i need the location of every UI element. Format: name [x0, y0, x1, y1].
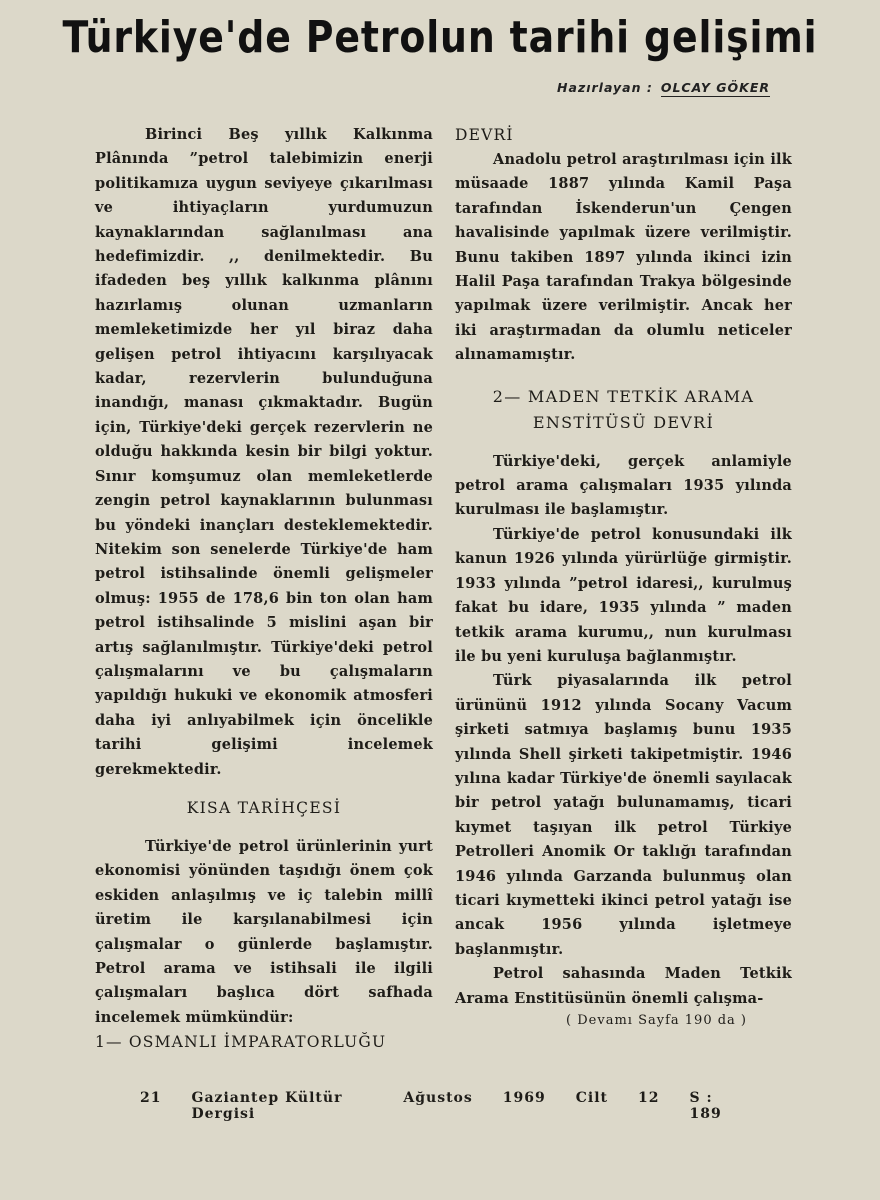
byline	[557, 80, 770, 95]
ottoman-paragraph: Anadolu petrol araştırılması için ilk müsaade 1887 yılında Kamil Paşa tarafından İskenderun'un Çengen havalisinde yapılmak üzere verilmiştir. Bunu takiben 1897 yılında ikinci izin Halil Paşa tarafından Trakya bölgesinde yapılmak üzere verilmiştir. Ancak her iki araştırmadan da olumlu neticeler alınamamıştır.	[455, 151, 792, 364]
mta-paragraph-4: Petrol sahasında Maden Tetkik Arama Enstitüsünün önemli çalışma-	[455, 965, 792, 1007]
volume-number: 12	[638, 1090, 660, 1106]
mta-paragraph-2: Türkiye'de petrol konusundaki ilk kanun 1926 yılında yürürlüğe girmiştir. 1933 yılında ”petrol idaresi,, kurulmuş fakat bu idare, 1935 yılında ” maden tetkik arama kurumu,, nun kurulması ile bu yeni kuruluşa bağlanmıştır.	[455, 525, 792, 665]
right-column	[455, 123, 792, 1028]
journal-name: Gaziantep Kültür Dergisi	[191, 1090, 343, 1122]
page-footer	[140, 1090, 740, 1122]
section-heading-ottoman: 1— OSMANLI İMPARATORLUĞU	[95, 1033, 387, 1052]
page-number: 21	[140, 1090, 162, 1106]
issue-number: S : 189	[689, 1090, 722, 1122]
issue-month: Ağustos	[403, 1090, 473, 1106]
volume-label: Cilt	[575, 1090, 608, 1106]
mta-paragraph-3: Türk piyasalarında ilk petrol ürününü 1912 yılında Socany Vacum şirketi satmıya başlamış bunu 1935 yılında Shell şirketi takipetmiştir. 1946 yılına kadar Türkiye'de önemli sayılacak bir petrol yatağı bulunamamış, ticari kıymet taşıyan ilk petrol Türkiye Petrolleri Anomik Or taklığı tarafından 1946 yılında Garzanda bulunmuş olan ticari kıymetteki ikinci petrol yatağı ise ancak 1956 yılında işletmeye başlanmıştır.	[455, 672, 792, 958]
author-name: OLCAY GÖKER	[660, 80, 770, 95]
section-heading-mta-line1: 2— MADEN TETKİK ARAMA	[492, 386, 755, 406]
mta-paragraph-1: Türkiye'deki, gerçek anlamiyle petrol arama çalışmaları 1935 yılında kurulması ile başlamıştır.	[455, 452, 792, 519]
byline-label: Hazırlayan :	[557, 80, 653, 95]
continued-note: ( Devamı Sayfa 190 da )	[566, 1013, 747, 1028]
history-paragraph: Türkiye'de petrol ürünlerinin yurt ekonomisi yönünden taşıdığı önem çok eskiden anlaşılmış ve iç talebin millî üretim ile karşılanabilmesi için çalışmalar o günlerde başlamıştır. Petrol arama ve istihsali ile ilgili çalışmaları başlıca dört safhada incelemek mümkündür:	[95, 837, 433, 1026]
section-heading-short-history: KISA TARİHÇESİ	[186, 798, 342, 817]
article-title: Türkiye'de Petrolun tarihi gelişimi	[62, 12, 818, 63]
section-heading-ottoman-cont: DEVRİ	[455, 126, 514, 144]
left-column	[95, 123, 433, 1055]
issue-year: 1969	[502, 1090, 546, 1106]
section-heading-mta-line2: ENSTİTÜSÜ DEVRİ	[532, 412, 715, 432]
intro-paragraph: Birinci Beş yıllık Kalkınma Plânında ”petrol talebimizin enerji politikamıza uygun seviyeye çıkarılması ve ihtiyaçların yurdumuzun kaynaklarından sağlanılması ana hedefimizdir. ,, denilmektedir. Bu ifadeden beş yıllık kalkınma plânını hazırlamış olunan uzmanların memleketimizde her yıl biraz daha gelişen petrol ihtiyacını karşılıyacak kadar, rezervlerin bulunduğuna inandığı, manası çıkmaktadır. Bugün için, Türkiye'deki gerçek rezervlerin ne olduğu hakkında kesin bir bilgi yoktur. Sınır komşumuz olan memleketlerde zengin petrol kaynaklarının bulunması bu yöndeki inançları desteklemektedir. Nitekim son senelerde Türkiye'de ham petrol istihsalinde önemli gelişmeler olmuş: 1955 de 178,6 bin ton olan ham petrol istihsalinde 5 mislini aşan bir artış sağlanılmıştır. Türkiye'deki petrol çalışmalarını ve bu çalışmaların yapıldığı hukuki ve ekonomik atmosferi daha iyi anlıyabilmek için öncelikle tarihi gelişimi incelemek gerekmektedir.	[95, 126, 433, 778]
